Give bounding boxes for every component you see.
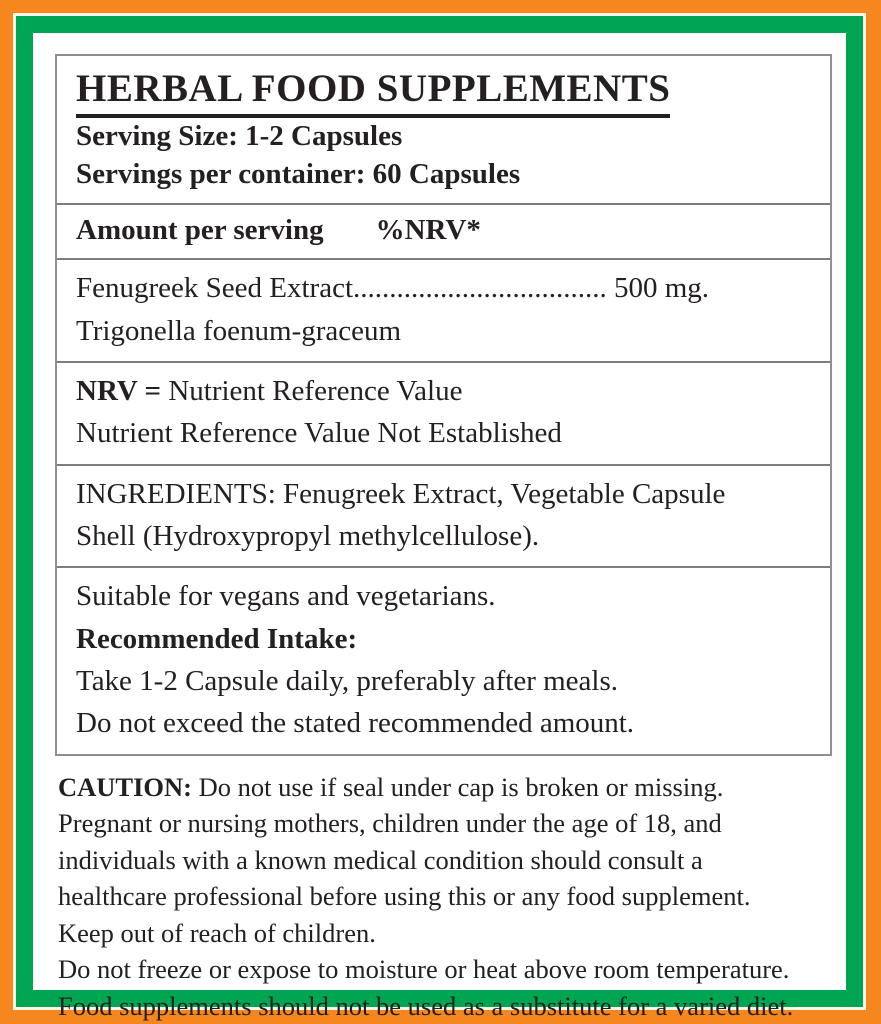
caution-line: Keep out of reach of children. <box>58 917 376 948</box>
caution-line: Pregnant or nursing mothers, children under the age of 18, and <box>58 808 722 839</box>
fenugreek-amount-line: Fenugreek Seed Extract................................... 500 mg. <box>76 272 710 305</box>
suitable-for-vegans-line: Suitable for vegans and vegetarians. <box>76 580 496 613</box>
nrv-definition-line <box>76 370 811 412</box>
nrv-definition-row <box>57 361 830 464</box>
cream-pinstripe-border <box>13 13 866 1021</box>
amount-per-serving-header: Amount per serving <box>76 214 324 247</box>
ingredients-row <box>57 464 830 567</box>
caution-line: Food supplements should not be used as a substitute for a varied diet. <box>58 990 794 1021</box>
recommended-intake-heading: Recommended Intake: <box>76 622 358 655</box>
caution-prefix: CAUTION: <box>58 771 192 802</box>
ingredients-line-1: INGREDIENTS: Fenugreek Extract, Vegetable Capsule <box>76 477 726 510</box>
nrv-prefix: NRV = <box>76 374 162 407</box>
fenugreek-latin-name: Trigonella foenum-graceum <box>76 314 402 347</box>
supplement-facts-box <box>55 54 832 756</box>
nrv-definition-text: Nutrient Reference Value <box>168 374 463 407</box>
servings-per-container-text: Servings per container: 60 Capsules <box>76 157 521 190</box>
do-not-exceed-line: Do not exceed the stated recommended amount. <box>76 707 635 740</box>
fenugreek-row <box>57 258 830 361</box>
caution-line: Do not freeze or expose to moisture or heat above room temperature. <box>58 954 790 985</box>
usage-row <box>57 566 830 753</box>
amount-header-row <box>57 203 830 258</box>
title-section <box>57 56 830 203</box>
inner-green-border <box>16 16 863 1021</box>
nrv-percent-header: %NRV* <box>375 214 481 247</box>
caution-line: individuals with a known medical condition should consult a <box>58 844 703 875</box>
serving-size-text: Serving Size: 1-2 Capsules <box>76 119 403 152</box>
caution-section <box>55 769 832 1024</box>
caution-line: healthcare professional before using this or any food supplement. <box>58 881 751 912</box>
caution-text-0: Do not use if seal under cap is broken or missing. <box>198 771 724 802</box>
caution-line <box>58 769 832 806</box>
intake-instruction-line: Take 1-2 Capsule daily, preferably after meals. <box>76 664 619 697</box>
page-title: HERBAL FOOD SUPPLEMENTS <box>76 68 670 118</box>
nrv-note-line: Nutrient Reference Value Not Established <box>76 417 562 450</box>
ingredients-line-2: Shell (Hydroxypropyl methylcellulose). <box>76 519 540 552</box>
label-sheet <box>33 33 846 1021</box>
